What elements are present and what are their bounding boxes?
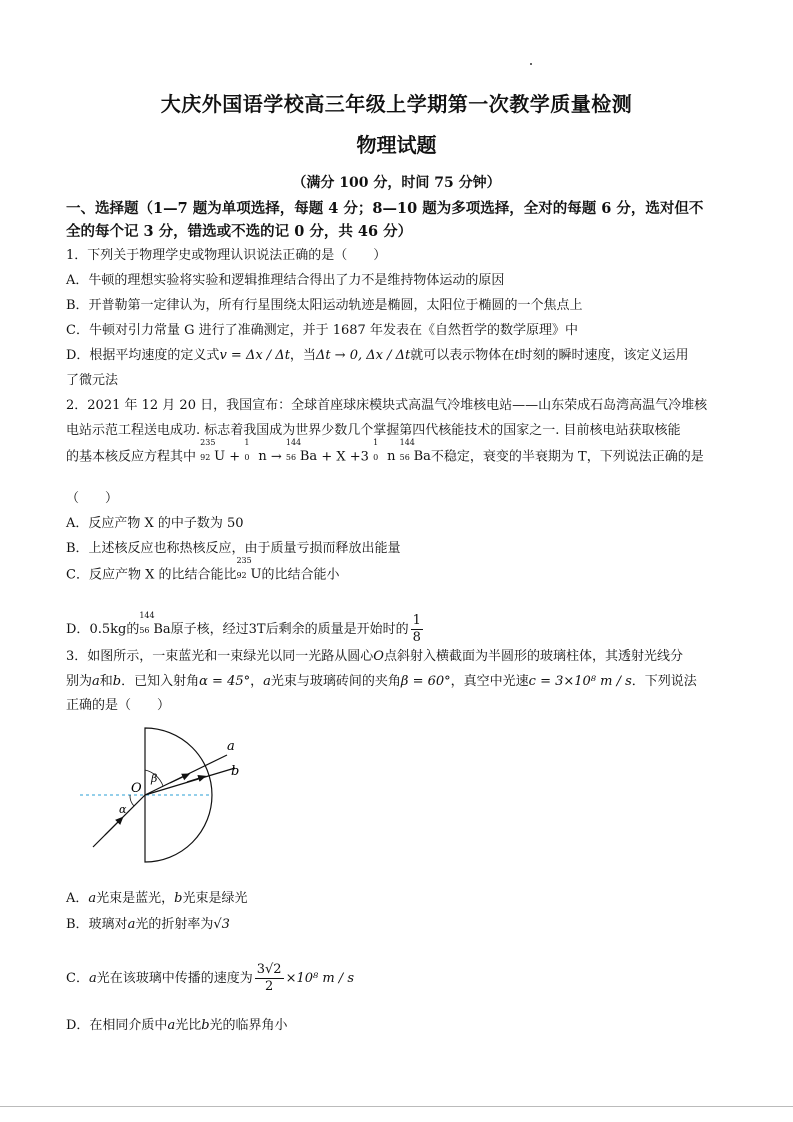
q3-d-var-b: b [201, 1018, 210, 1033]
fraction-one-eighth: $\frac{1}{8}$ [412, 613, 421, 645]
reaction-arrow: → [270, 449, 282, 465]
q3-option-d [66, 1017, 736, 1035]
q2-answer-paren: （ ） [66, 491, 119, 506]
plus-sign-2: + [321, 449, 333, 465]
q3-var-b: b [112, 674, 122, 689]
nuclide-ba144-d: 144 56 Ba [139, 610, 171, 637]
q2-line3-post: 不稳定，衰变的半衰期为 T，下列说法正确的是 [430, 449, 704, 465]
q2-c-post: 的比结合能小 [261, 567, 340, 583]
q1-option-b: B．开普勒第一定律认为，所有行星围绕太阳运动轨迹是椭圆，太阳位于椭圆的一个焦点上 [66, 298, 583, 313]
q3-var-a-2: a [263, 674, 271, 689]
q3-l2-mid: ．已知入射角 [121, 674, 200, 689]
q3-l2-mid4: ，真空中光速 [450, 674, 529, 689]
q3-a-rest2: 光束是绿光 [182, 891, 248, 906]
plus-sign: + [229, 449, 241, 465]
q3-l2-post: ．下列说法 [631, 674, 697, 689]
q1-option-c: C．牛顿对引力常量 G 进行了准确测定，并于 1687 年发表在《自然哲学的数学原理》中 [66, 323, 578, 338]
q3-a-bvar: b [174, 891, 183, 906]
q3-var-a: a [92, 674, 100, 689]
q1-d-t: t [514, 348, 520, 363]
q3-l2-mid2: ， [250, 674, 264, 689]
label-o: O [131, 781, 142, 796]
semicircle-glass-refraction-figure [75, 720, 250, 870]
q3-stem-line2 [66, 673, 736, 691]
q1-d-pre: D．根据平均速度的定义式 [66, 348, 220, 363]
nuclide-ba144: 144 56 Ba [285, 438, 318, 464]
q2-d-post: 后剩余的质量是开始时的 [265, 622, 409, 637]
nuclide-u235: 235 92 U [200, 438, 226, 464]
section-heading-line2: 全的每个记 3 分，错选或不选的记 0 分，共 46 分） [66, 223, 413, 240]
q2-stem-line3 [66, 438, 736, 467]
q3-d-mid: 光比 [175, 1018, 202, 1033]
q3-d-pre: D．在相同介质中 [66, 1018, 168, 1033]
q3-option-a [66, 890, 736, 908]
q3-a-rest: 光束是蓝光， [96, 891, 175, 906]
label-b: b [231, 764, 240, 779]
q2-stem-line2: 电站示范工程送电成功. 标志着我国成为世界少数几个掌握第四代核能技术的国家之一. 目前核电站获取核能 [66, 423, 681, 438]
q1-d-post2: 时刻的瞬时速度，该定义运用 [519, 348, 689, 363]
q3-c-rest: 光在该玻璃中传播的速度为 [96, 971, 253, 986]
q3-c-pre: C． [66, 971, 89, 986]
q2-c-pre: C．反应产物 X 的比结合能比 [66, 567, 237, 583]
q3-b-pre: B．玻璃对 [66, 917, 128, 932]
q3-alpha-eq: α = 45° [199, 674, 251, 689]
q3-option-c [66, 962, 736, 995]
alpha-arc [130, 795, 134, 806]
plus-three: +3 [349, 449, 369, 465]
q2-d-mass: 0.5kg [89, 622, 127, 637]
q3-c-unit: ×10⁸ m / s [285, 971, 354, 986]
q1-d-formula2: Δt → 0, Δx / Δt [315, 348, 411, 363]
q2-d-mid: 的 [126, 622, 140, 637]
q3-b-value: √3 [213, 917, 230, 932]
q3-c-var: a [88, 971, 97, 986]
header-dot [530, 63, 532, 65]
q2-d-3t: 3T [248, 622, 266, 637]
label-a: a [227, 739, 235, 754]
ray-a-arrow [170, 775, 187, 783]
q2-d-mid2: 原子核，经过 [170, 622, 249, 637]
q2-option-b: B．上述核反应也称热核反应，由于质量亏损而释放出能量 [66, 541, 401, 556]
q3-option-b [66, 916, 736, 934]
section-heading-line1: 一、选择题（1—7 题为单项选择，每题 4 分；8—10 题为多项选择，全对的每题 6 分，选对但不 [66, 200, 704, 217]
nuclide-u235-c: 235 92 U [236, 556, 262, 582]
q2-stem-line1: 2．2021 年 12 月 20 日，我国宣布：全球首座球床模块式高温气冷堆核电站——山东荣成石岛湾高温气冷堆核 [66, 398, 708, 413]
product-x: X [336, 449, 346, 465]
q3-l1-post: 点斜射入横截面为半圆形的玻璃柱体，其透射光线分 [383, 649, 683, 664]
incident-arrow [105, 819, 121, 835]
q2-option-c [66, 556, 736, 585]
q2-d-pre: D． [66, 622, 90, 637]
q3-beta-eq: β = 60° [400, 674, 451, 689]
subject-title: 物理试题 [356, 133, 437, 157]
q1-stem: 1．下列关于物理学史或物理认识说法正确的是（ ） [66, 248, 387, 263]
q1-d-post: 就可以表示物体在 [410, 348, 515, 363]
label-beta: β [151, 772, 158, 785]
label-alpha: α [119, 803, 127, 816]
q3-stem-line1 [66, 648, 736, 666]
exam-title: 大庆外国语学校高三年级上学期第一次教学质量检测 [160, 92, 633, 116]
q3-c-eq: c = 3×10⁸ m / s [528, 674, 632, 689]
q1-d-mid: ，当 [289, 348, 316, 363]
q2-option-a: A．反应产物 X 的中子数为 50 [66, 516, 244, 531]
q3-b-rest: 光的折射率为 [135, 917, 214, 932]
q2-line3-pre: 的基本核反应方程其中 [66, 449, 197, 465]
q3-b-var: a [127, 917, 136, 932]
exam-meta: （满分 100 分，时间 75 分钟） [292, 175, 501, 191]
q1-d-formula1: v = Δx / Δt [219, 348, 290, 363]
q3-c-fraction: $\frac{3√2}{2}$ [256, 962, 282, 994]
q3-a-pre: A． [66, 891, 89, 906]
q3-a-var: a [88, 891, 97, 906]
q2-option-d [66, 610, 736, 646]
ray-b-arrow [187, 777, 203, 782]
q3-d-post: 光的临界角小 [209, 1018, 288, 1033]
nuclide-ba144-2: 144 56 Ba [399, 438, 431, 464]
q3-l2-pre: 别为 [66, 674, 93, 689]
q3-and: 和 [99, 674, 113, 689]
nuclide-neutron: 1 0 n [244, 438, 267, 464]
q3-l2-mid3: 光束与玻璃砖间的夹角 [270, 674, 401, 689]
q1-option-a: A．牛顿的理想实验将实验和逻辑推理结合得出了力不是维持物体运动的原因 [66, 273, 505, 288]
page-bottom-border [0, 1106, 793, 1107]
nuclide-neutron-2: 1 0 n [373, 438, 396, 464]
q3-l1-pre: 3．如图所示，一束蓝光和一束绿光以同一光路从圆心 [66, 649, 374, 664]
q3-stem-line3: 正确的是（ ） [66, 698, 171, 713]
q1-option-d [66, 347, 736, 365]
q3-d-var-a: a [167, 1018, 176, 1033]
q3-o: O [373, 649, 384, 664]
q1-option-d-line2: 了微元法 [66, 373, 119, 388]
